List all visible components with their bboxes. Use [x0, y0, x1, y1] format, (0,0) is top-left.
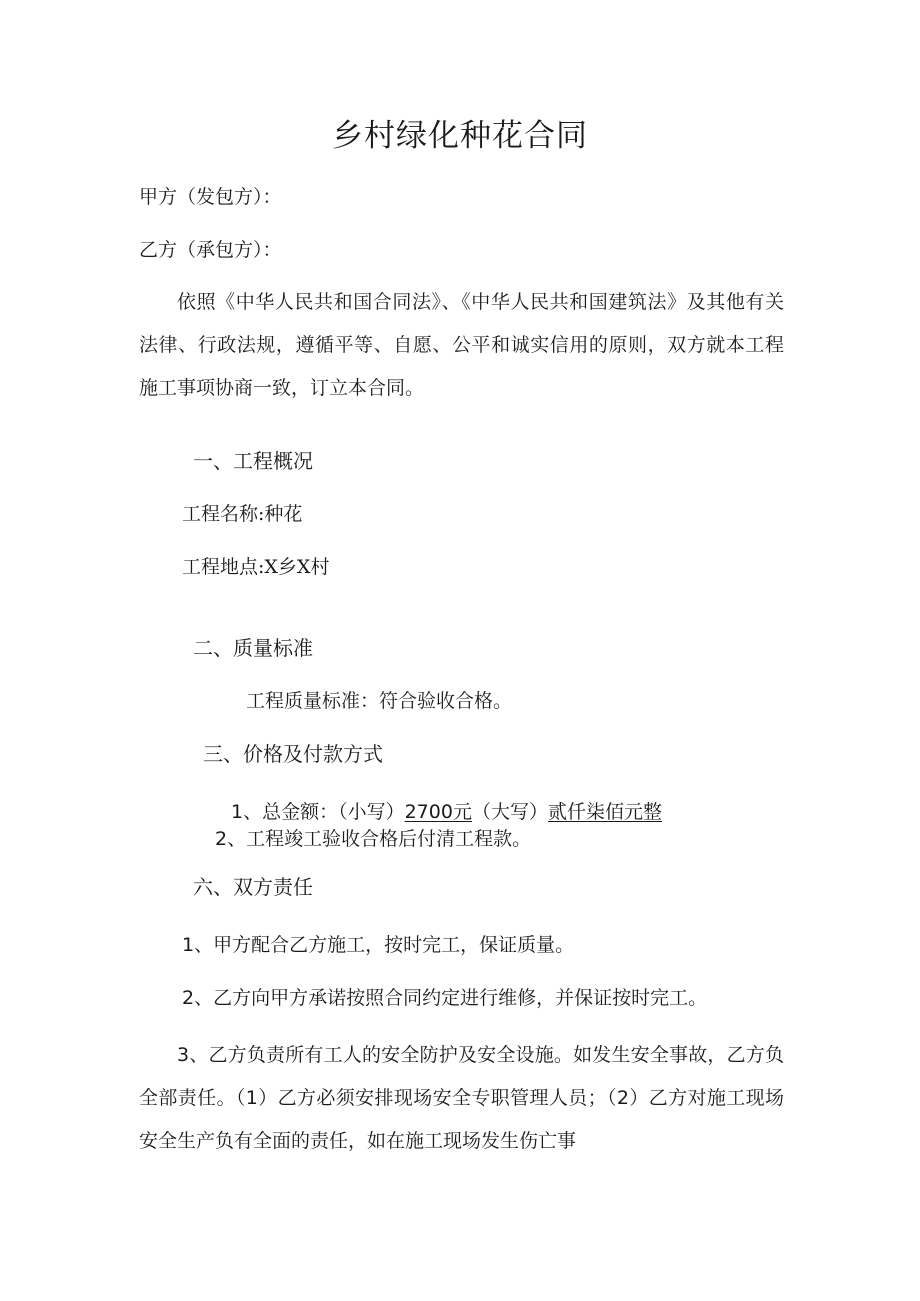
responsibility-item-1: 1、甲方配合乙方施工，按时完工，保证质量。: [182, 934, 575, 956]
payment-terms-line: 2、工程竣工验收合格后付清工程款。: [215, 828, 532, 850]
amount-small: 2700元: [404, 801, 472, 823]
responsibility-item-2: 2、乙方向甲方承诺按照合同约定进行维修，并保证按时完工。: [182, 987, 708, 1009]
project-name: 工程名称:种花: [182, 503, 303, 525]
preamble-paragraph: 依照《中华人民共和国合同法》、《中华人民共和国建筑法》及其他有关法律、行政法规，遵循平等、自愿、公平和诚实信用的原则，双方就本工程施工事项协商一致，订立本合同。: [139, 291, 784, 399]
payment-total-prefix: 1、总金额：（小写）: [231, 801, 405, 823]
section-heading-price: 三、价格及付款方式: [203, 742, 383, 766]
payment-total-mid: （大写）: [471, 801, 548, 823]
quality-standard: 工程质量标准：符合验收合格。: [246, 690, 513, 712]
party-b-label: 乙方（承包方）：: [139, 239, 282, 261]
amount-large: 贰仟柒佰元整: [547, 801, 662, 823]
section-heading-overview: 一、工程概况: [193, 449, 313, 473]
contract-title: 乡村绿化种花合同: [332, 118, 588, 154]
party-a-label: 甲方（发包方）：: [139, 186, 282, 208]
payment-total-line: [231, 800, 662, 824]
section-heading-quality: 二、质量标准: [193, 636, 313, 660]
section-heading-responsibility: 六、双方责任: [193, 875, 313, 899]
responsibility-item-3: 3、乙方负责所有工人的安全防护及安全设施。如发生安全事故，乙方负全部责任。（1）乙方必须安排现场安全专职管理人员；（2）乙方对施工现场安全生产负有全面的责任，如在施工现场发生伤亡事: [139, 1044, 784, 1152]
project-location: 工程地点:X乡X村: [182, 556, 330, 578]
